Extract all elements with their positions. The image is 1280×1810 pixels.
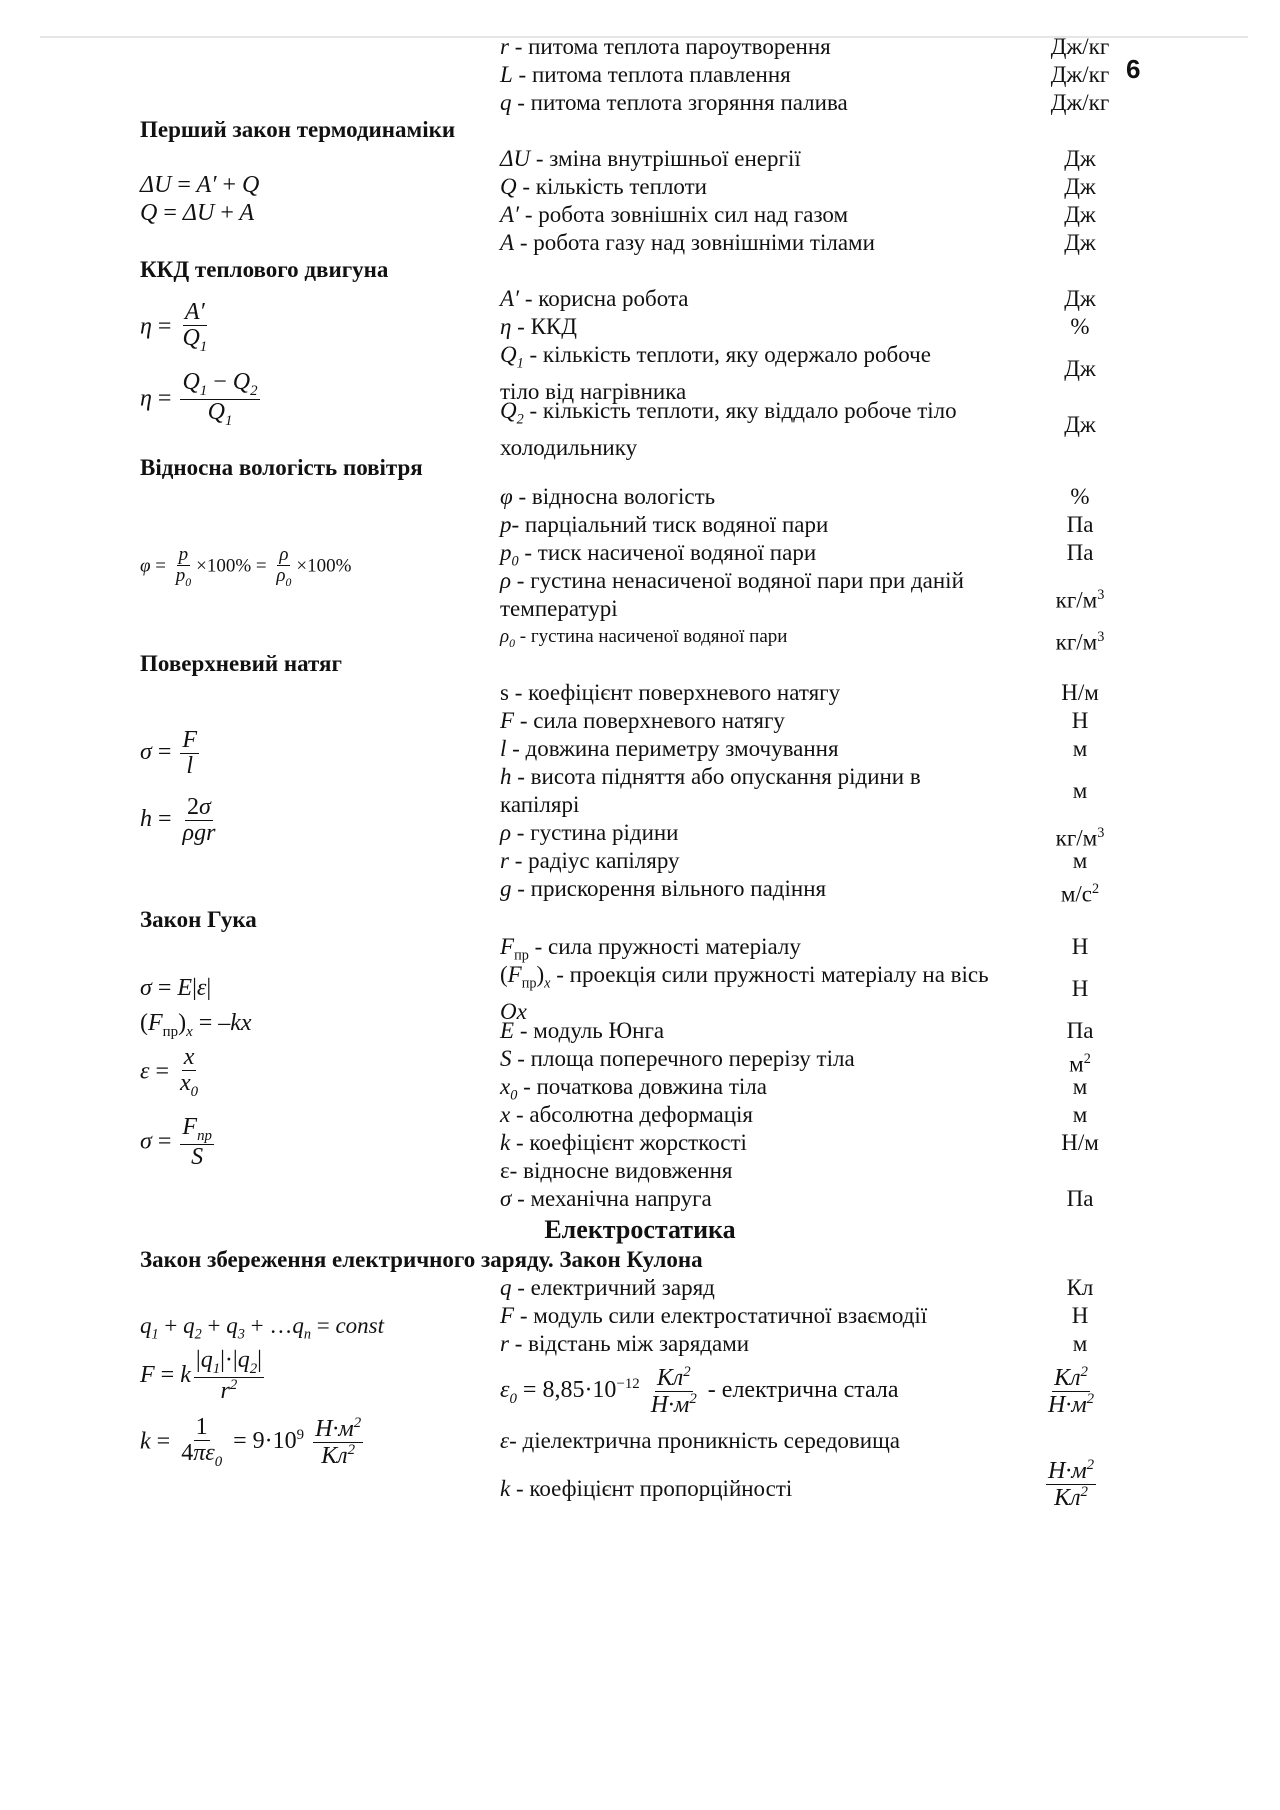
definition-row: ρ - густина рідини xyxy=(500,820,679,845)
definition-row: $Q_2$ - кількість теплоти, яку віддало робоче тіло холодильнику xyxy=(500,398,957,460)
definition-row: E - модуль Юнга xyxy=(500,1018,665,1043)
definition-row: σ - механічна напруга xyxy=(500,1186,712,1211)
definition-row: A - робота газу над зовнішніми тілами xyxy=(500,230,875,255)
definition-row: ε- відносне видовження xyxy=(500,1158,733,1183)
definition-row: k - коефіцієнт пропорційності xyxy=(500,1476,793,1501)
definition-row: $Q_1$ - кількість теплоти, яку одержало робоче тіло від нагрівника xyxy=(500,342,931,404)
section-heading-thermodynamics: Перший закон термодинаміки xyxy=(140,117,456,142)
unit: м xyxy=(1072,778,1088,803)
definition-row: s - коефіцієнт поверхневого натягу xyxy=(500,680,841,705)
definition-row: p- парціальний тиск водяної пари xyxy=(500,512,829,537)
formula-capillary-height: h = $\frac{2\sigma}{\text{ρgr}}$ xyxy=(140,794,216,847)
unit: Дж xyxy=(1064,356,1096,381)
unit: м xyxy=(1072,736,1088,761)
unit: Дж xyxy=(1064,412,1096,437)
definition-row: x - абсолютна деформація xyxy=(500,1102,753,1127)
definition-row: η - ККД xyxy=(500,314,577,339)
unit: Дж/кг xyxy=(1050,90,1110,115)
definition-row: r - радіус капіляру xyxy=(500,848,680,873)
formula-efficiency-alt: η = $\frac{Q_1 - Q_2}{Q_1}$ xyxy=(140,369,258,430)
definition-row: $(F_{пр})_x$ - проекція сили пружності матеріалу на вісь Ox xyxy=(500,962,989,1024)
unit: м xyxy=(1072,1331,1088,1356)
unit: Дж xyxy=(1064,286,1096,311)
definition-row: ρ - густина ненасиченої водяної пари при даній температурі xyxy=(500,568,964,621)
definition-row: r - питома теплота пароутворення xyxy=(500,34,831,59)
unit: Н/м xyxy=(1061,680,1099,705)
section-heading-hooke: Закон Гука xyxy=(140,907,257,932)
unit: м xyxy=(1072,848,1088,873)
definition-row: l - довжина периметру змочування xyxy=(500,736,839,761)
definition-row: $x_0$ - початкова довжина тіла xyxy=(500,1074,767,1104)
section-heading-efficiency: ККД теплового двигуна xyxy=(140,257,389,282)
unit: $м^2$ xyxy=(1069,1051,1091,1077)
formula-first-law: ΔU = A′ + Q xyxy=(140,172,260,198)
formula-surface-tension: σ = $\frac{F}{l}$ xyxy=(140,727,198,780)
formula-coulomb: F = k $\frac{|q_1|\cdot|q_2|}{r^2}$ xyxy=(140,1347,262,1405)
definition-row: φ - відносна вологість xyxy=(500,484,716,509)
formula-hooke-force: $(F_{пр})_x = -kx$ xyxy=(140,1010,252,1040)
unit: м xyxy=(1072,1102,1088,1127)
unit: Н xyxy=(1071,708,1089,733)
unit: м xyxy=(1072,1074,1088,1099)
unit: Дж xyxy=(1064,146,1096,171)
definition-row: F - сила поверхневого натягу xyxy=(500,708,785,733)
unit: Дж xyxy=(1064,202,1096,227)
unit: % xyxy=(1070,484,1090,509)
section-heading-humidity: Відносна вологість повітря xyxy=(140,455,423,480)
definition-row: $F_{пр}$ - сила пружності матеріалу xyxy=(500,934,801,964)
unit: Н xyxy=(1071,1303,1089,1328)
definition-row: h - висота підняття або опускання рідини в капілярі xyxy=(500,764,921,817)
unit: $кг/м^3$ xyxy=(1055,587,1105,613)
definition-row: $p_0$ - тиск насиченої водяної пари xyxy=(500,540,817,570)
definition-row: k - коефіцієнт жорсткості xyxy=(500,1130,747,1155)
definition-row: ΔU - зміна внутрішньої енергії xyxy=(500,146,801,171)
section-title-electrostatics: Електростатика xyxy=(544,1215,736,1244)
definition-row: F - модуль сили електростатичної взаємодії xyxy=(500,1303,928,1328)
definition-row: Q - кількість теплоти xyxy=(500,174,707,199)
unit: $кг/м^3$ xyxy=(1055,629,1105,655)
unit: % xyxy=(1070,314,1090,339)
unit: Дж/кг xyxy=(1050,62,1110,87)
formula-first-law-alt: Q = ΔU + A xyxy=(140,200,255,226)
unit: Па xyxy=(1066,512,1094,537)
definition-row: $\rho_0$ - густина насиченої водяної пари xyxy=(500,626,788,650)
section-heading-coulomb: Закон збереження електричного заряду. Закон Кулона xyxy=(140,1247,703,1272)
unit: Па xyxy=(1066,1186,1094,1211)
definition-row: L - питома теплота плавлення xyxy=(500,62,791,87)
unit: $м/с^2$ xyxy=(1060,881,1100,907)
formula-strain: ε = $\frac{x}{x_0}$ xyxy=(140,1044,199,1100)
formula-electric-constant: $\varepsilon_0 = 8,85\cdot 10^{-12}$ $\frac{Кл^2}{Н\cdot м^2}$ - електрична стала xyxy=(500,1364,899,1419)
definition-row: ε- діелектрична проникність середовища xyxy=(500,1428,901,1453)
definition-row: g - прискорення вільного падіння xyxy=(500,876,827,901)
definition-row: q - питома теплота згоряння палива xyxy=(500,90,848,115)
definition-row: r - відстань між зарядами xyxy=(500,1331,750,1356)
unit: Па xyxy=(1066,540,1094,565)
unit: Н xyxy=(1071,934,1089,959)
definition-row: q - електричний заряд xyxy=(500,1275,715,1300)
formula-coulomb-constant: k = $\frac{1}{4\pi\varepsilon_0}$ = $9\cdot 10^9$ $\frac{Н\cdot м^2}{Кл^2}$ xyxy=(140,1414,362,1470)
formula-hooke-stress: σ = E|ε| xyxy=(140,975,212,1001)
unit: Па xyxy=(1066,1018,1094,1043)
definition-row: S - площа поперечного перерізу тіла xyxy=(500,1046,855,1071)
unit: Кл xyxy=(1066,1275,1094,1300)
unit-electric-constant: $\frac{Кл^2}{Н\cdot м^2}$ xyxy=(1048,1364,1095,1419)
formula-humidity: φ = $\frac{p}{p_0}$ ×100% = $\frac{\rho}{\rho_0}$ ×100% xyxy=(140,544,352,589)
unit-proportionality-coefficient: $\frac{Н\cdot м^2}{Кл^2}$ xyxy=(1048,1457,1095,1512)
unit: Н/м xyxy=(1061,1130,1099,1155)
unit: Дж xyxy=(1064,230,1096,255)
formula-charge-conservation: $q_1 + q_2 + q_3$ + $\dots q_n$ = const xyxy=(140,1313,384,1343)
unit: Н xyxy=(1071,976,1089,1001)
unit: Дж/кг xyxy=(1050,34,1110,59)
definition-row: A′ - корисна робота xyxy=(500,286,689,311)
section-heading-surface-tension: Поверхневий натяг xyxy=(140,651,342,676)
page-number: 6 xyxy=(1126,54,1141,84)
definition-row: A′ - робота зовнішніх сил над газом xyxy=(500,202,849,227)
unit: Дж xyxy=(1064,174,1096,199)
formula-efficiency: η = $\frac{A'}{Q_1}$ xyxy=(140,299,208,355)
unit: $кг/м^3$ xyxy=(1055,825,1105,851)
formula-stress: σ = $\frac{F_{пр}}{S}$ xyxy=(140,1114,212,1171)
